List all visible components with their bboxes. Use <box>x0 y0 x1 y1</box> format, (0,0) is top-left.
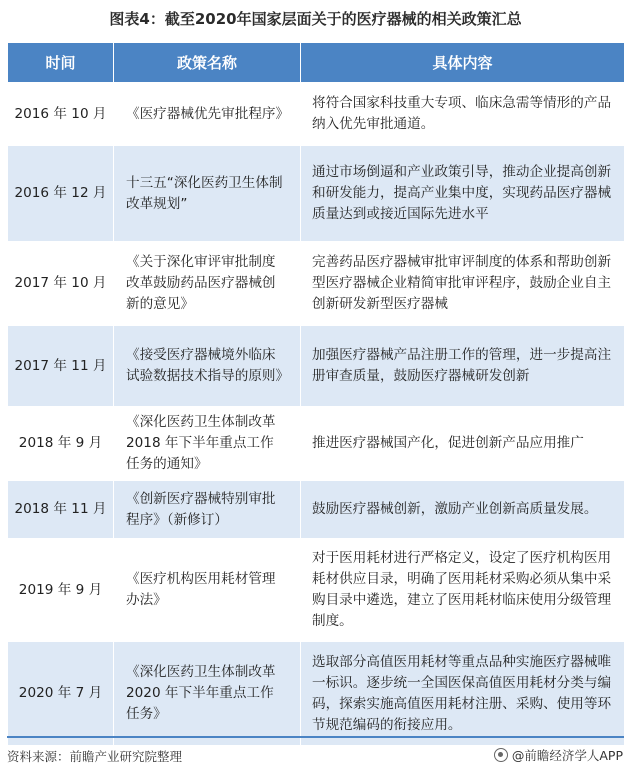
cell-policy-name: 《深化医药卫生体制改革 2018 年下半年重点工作任务的通知》 <box>114 407 301 481</box>
cell-policy-name: 《深化医药卫生体制改革 2020 年下半年重点工作任务》 <box>114 642 301 746</box>
column-header-content: 具体内容 <box>301 43 625 83</box>
table-row <box>8 326 625 407</box>
cell-content: 选取部分高值医用耗材等重点品种实施医疗器械唯一标识。逐步统一全国医保高值医用耗材分类与编码，探索实施高值医用耗材注册、采购、使用等环节规范编码的衔接应用。 <box>301 642 625 746</box>
cell-time: 2018 年 11 月 <box>8 481 114 539</box>
cell-policy-name: 《创新医疗器械特别审批程序》（新修订） <box>114 481 301 539</box>
policy-table <box>7 43 625 746</box>
column-header-time: 时间 <box>8 43 114 83</box>
table-row <box>8 539 625 642</box>
cell-content: 加强医疗器械产品注册工作的管理，进一步提高注册审查质量，鼓励医疗器械研发创新 <box>301 326 625 407</box>
brand-logo-icon <box>494 748 508 762</box>
cell-time: 2018 年 9 月 <box>8 407 114 481</box>
cell-policy-name: 《医疗器械优先审批程序》 <box>114 83 301 146</box>
page-title: 图表4：截至2020年国家层面关于的医疗器械的相关政策汇总 <box>109 10 522 28</box>
cell-time: 2019 年 9 月 <box>8 539 114 642</box>
cell-time: 2016 年 12 月 <box>8 146 114 242</box>
cell-time: 2017 年 11 月 <box>8 326 114 407</box>
footer-divider <box>7 736 624 738</box>
table-row <box>8 407 625 481</box>
table-row <box>8 83 625 146</box>
cell-content: 对于医用耗材进行严格定义，设定了医疗机构医用耗材供应目录，明确了医用耗材采购必须从集中采购目录中遴选，建立了医用耗材临床使用分级管理制度。 <box>301 539 625 642</box>
cell-content: 完善药品医疗器械审批审评制度的体系和帮助创新型医疗器械企业精简审批审评程序，鼓励企业自主创新研发新型医疗器械 <box>301 242 625 326</box>
cell-content: 推进医疗器械国产化，促进创新产品应用推广 <box>301 407 625 481</box>
source-note: 资料来源：前瞻产业研究院整理 <box>7 749 183 764</box>
table-header-row <box>8 43 625 83</box>
cell-time: 2017 年 10 月 <box>8 242 114 326</box>
column-header-policy-name: 政策名称 <box>114 43 301 83</box>
cell-policy-name: 十三五“深化医药卫生体制改革规划” <box>114 146 301 242</box>
credit-text: @前瞻经济学人APP <box>511 748 623 763</box>
cell-content: 通过市场倒逼和产业政策引导，推动企业提高创新和研发能力，提高产业集中度，实现药品医疗器械质量达到或接近国际先进水平 <box>301 146 625 242</box>
cell-content: 将符合国家科技重大专项、临床急需等情形的产品纳入优先审批通道。 <box>301 83 625 146</box>
cell-policy-name: 《接受医疗器械境外临床试验数据技术指导的原则》 <box>114 326 301 407</box>
cell-policy-name: 《医疗机构医用耗材管理办法》 <box>114 539 301 642</box>
cell-content: 鼓励医疗器械创新，激励产业创新高质量发展。 <box>301 481 625 539</box>
cell-time: 2016 年 10 月 <box>8 83 114 146</box>
table-row <box>8 481 625 539</box>
table-row <box>8 242 625 326</box>
table-row <box>8 146 625 242</box>
cell-time: 2020 年 7 月 <box>8 642 114 746</box>
cell-policy-name: 《关于深化审评审批制度改革鼓励药品医疗器械创新的意见》 <box>114 242 301 326</box>
table-row <box>8 642 625 746</box>
credit-label <box>494 746 623 764</box>
